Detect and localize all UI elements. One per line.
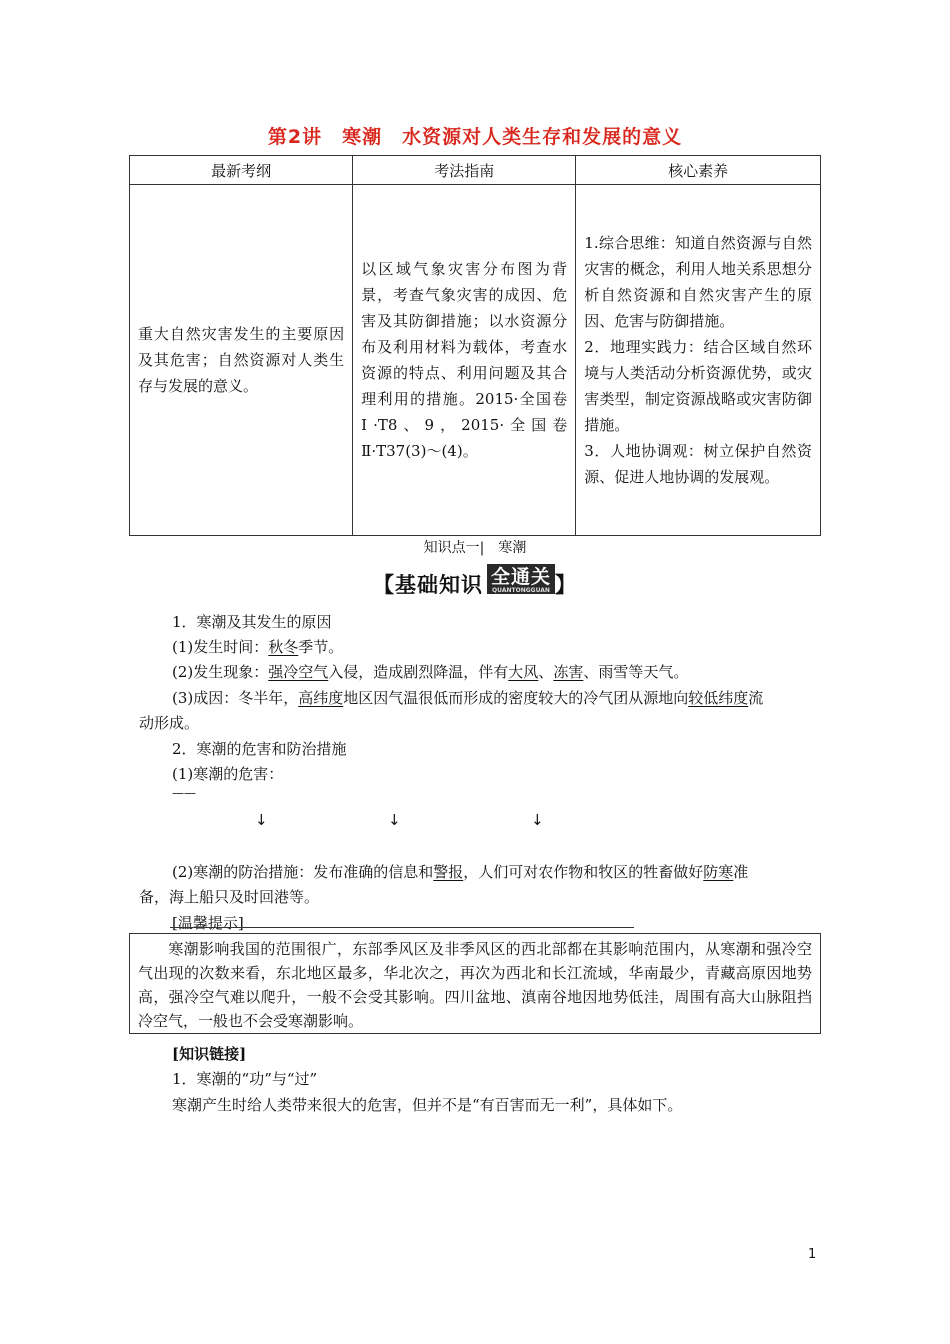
answer-blank: 警报 bbox=[433, 863, 464, 881]
banner-right: 】 bbox=[555, 573, 577, 597]
paragraph-measures-cont: 备，海上船只及时回港等。 bbox=[139, 888, 320, 906]
answer-blank: 冻害 bbox=[553, 663, 584, 681]
banner-box-text: 全通关 bbox=[490, 566, 551, 588]
cell-suyang bbox=[576, 185, 821, 536]
text: (3)成因：冬半年， bbox=[172, 689, 299, 707]
paragraph-measures bbox=[172, 861, 748, 882]
suyang-item-3: 3．人地协调观：树立保护自然资源、促进人地协调的发展观。 bbox=[584, 442, 812, 486]
suyang-item-2: 2．地理实践力：结合区域自然环境与人类活动分析资源优势，或灾害类型，制定资源战略或灾害防御措施。 bbox=[584, 338, 812, 434]
cell-kaofa: 以区域气象灾害分布图为背景，考查气象灾害的成因、危害及其防御措施；以水资源分布及利用材料为载体，考查水资源的特点、利用问题及其合理利用的措施。2015·全国卷Ⅰ·T8、9，2015·全国卷Ⅱ·T37(3)～(4)。 bbox=[353, 185, 576, 536]
page-number: 1 bbox=[808, 1247, 817, 1262]
answer-blank: 较低纬度 bbox=[688, 689, 749, 707]
tip-label: [温馨提示] bbox=[172, 914, 244, 932]
table-header-row bbox=[130, 156, 821, 185]
paragraph-cause-cont: 动形成。 bbox=[139, 714, 200, 732]
answer-blank: 强冷空气 bbox=[268, 663, 329, 681]
header-kaogang: 最新考纲 bbox=[130, 156, 353, 185]
tip-text: 寒潮影响我国的范围很广，东部季风区及非季风区的西北部都在其影响范围内，从寒潮和强冷空气出现的次数来看，东北地区最多，华北次之，再次为西北和长江流域，华南最少，青藏高原因地势高，强冷空气难以爬升，一般不会受其影响。四川盆地、滇南谷地因地势低洼，周围有高大山脉阻挡冷空气，一般也不会受寒潮影响。 bbox=[138, 940, 812, 1030]
text: (2)寒潮的防治措施：发布准确的信息和 bbox=[172, 863, 434, 881]
cell-kaogang: 重大自然灾害发生的主要原因及其危害；自然资源对人类生存与发展的意义。 bbox=[130, 185, 353, 536]
answer-blank: 秋冬 bbox=[268, 638, 299, 656]
text: 、雨雪等天气。 bbox=[583, 663, 689, 681]
arrow-down-icon: ↓ bbox=[531, 811, 544, 829]
table-row bbox=[130, 185, 821, 536]
link-paragraph: 寒潮产生时给人类带来很大的危害，但并不是“有百害而无一利”，具体如下。 bbox=[172, 1096, 683, 1114]
header-suyang: 核心素养 bbox=[576, 156, 821, 185]
answer-blank: 防寒 bbox=[703, 863, 734, 881]
text: (1)发生时间： bbox=[172, 638, 269, 656]
page-title: 第2讲 寒潮 水资源对人类生存和发展的意义 bbox=[267, 126, 683, 148]
paragraph-cause bbox=[172, 687, 763, 708]
answer-blank: 高纬度 bbox=[298, 689, 344, 707]
arrow-down-icon: ↓ bbox=[255, 811, 268, 829]
paragraph-harm: (1)寒潮的危害： bbox=[172, 765, 284, 783]
link-label: [知识链接] bbox=[172, 1045, 247, 1063]
text: ，人们可对农作物和牧区的牲畜做好 bbox=[463, 863, 704, 881]
tip-divider bbox=[170, 927, 634, 928]
section-heading: 知识点一| 寒潮 bbox=[423, 540, 527, 556]
banner-left: 【基础知识 bbox=[372, 573, 483, 597]
banner-box-sub: QUANTONGGUAN bbox=[492, 587, 550, 594]
heading-2: 2．寒潮的危害和防治措施 bbox=[172, 740, 347, 758]
tip-box bbox=[129, 933, 821, 1034]
text: 、 bbox=[538, 663, 554, 681]
banner-box bbox=[487, 564, 555, 594]
text: 流 bbox=[748, 689, 764, 707]
answer-blank: 大风 bbox=[508, 663, 539, 681]
syllabus-table bbox=[129, 155, 821, 536]
text: (2)发生现象： bbox=[172, 663, 269, 681]
heading-1: 1．寒潮及其发生的原因 bbox=[172, 613, 332, 631]
text: 入侵，造成剧烈降温，伴有 bbox=[328, 663, 509, 681]
text: 地区因气温很低而形成的密度较大的冷气团从源地向 bbox=[343, 689, 689, 707]
paragraph-phenomenon bbox=[172, 661, 688, 682]
arrow-down-icon: ↓ bbox=[388, 811, 401, 829]
text: 准 bbox=[733, 863, 749, 881]
diagram-dash: —— bbox=[172, 786, 196, 800]
header-kaofa: 考法指南 bbox=[353, 156, 576, 185]
text: 季节。 bbox=[298, 638, 344, 656]
paragraph-time bbox=[172, 636, 343, 657]
banner bbox=[0, 564, 950, 599]
suyang-item-1: 1.综合思维：知道自然资源与自然灾害的概念，利用人地关系思想分析自然资源和自然灾害产生的原因、危害与防御措施。 bbox=[584, 234, 812, 330]
link-heading: 1．寒潮的“功”与“过” bbox=[172, 1070, 318, 1088]
